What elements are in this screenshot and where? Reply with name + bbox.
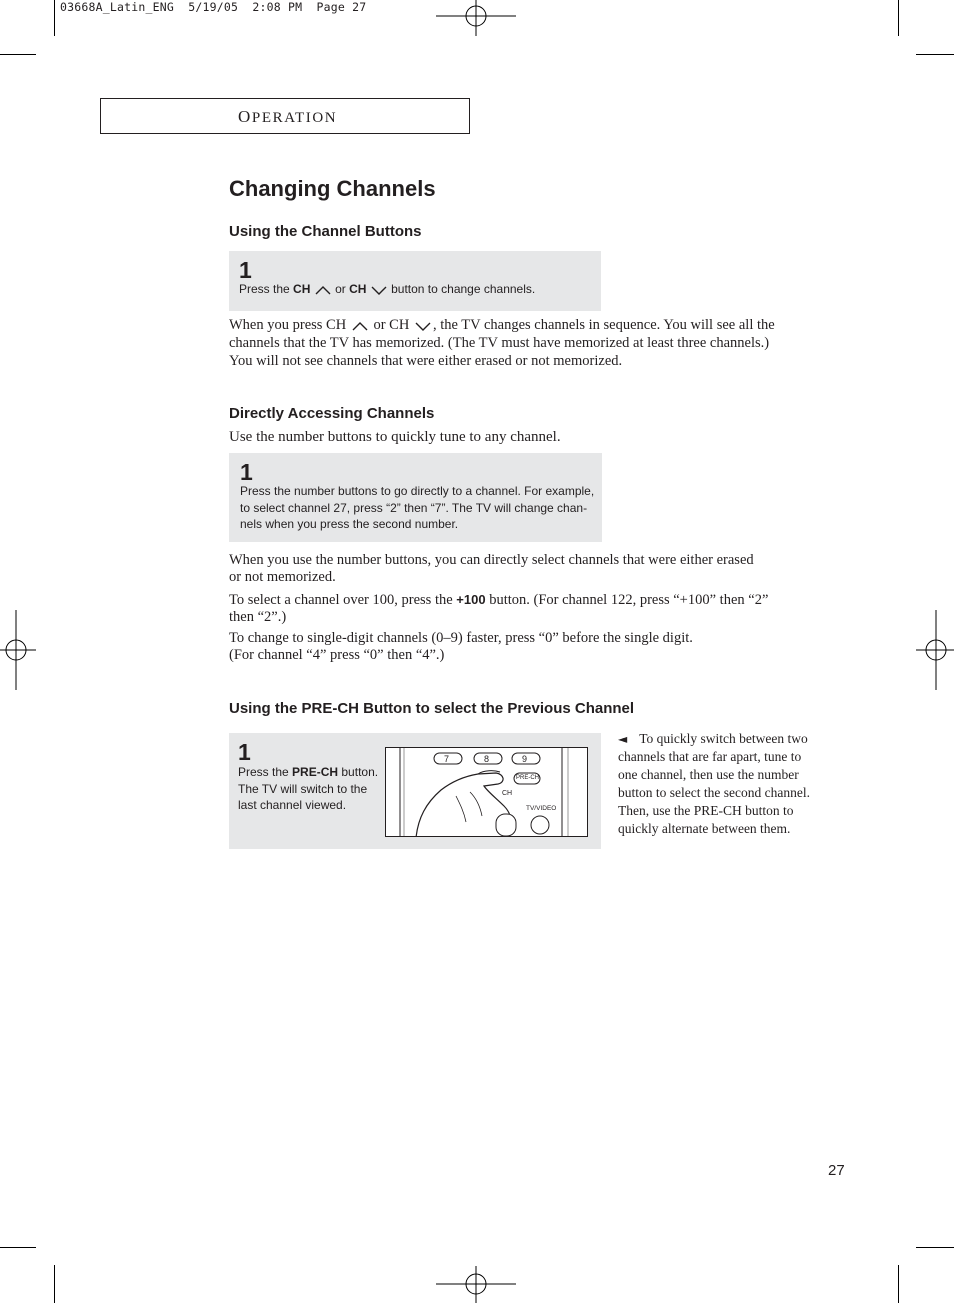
crop-mark — [0, 1247, 36, 1248]
crop-mark — [54, 0, 55, 36]
remote-key-9: 9 — [522, 754, 528, 764]
registration-mark — [0, 610, 36, 690]
crop-mark — [898, 0, 899, 36]
note-arrow-icon: ◄ — [618, 732, 628, 746]
step-instruction: Press the PRE-CH button. The TV will switch to the last channel viewed. — [238, 765, 379, 812]
step-number: 1 — [238, 739, 251, 765]
crop-mark — [916, 1247, 954, 1248]
step-instruction: Press the CH or CH button to change channels. — [239, 282, 536, 296]
crop-mark — [916, 54, 954, 55]
channel-up-icon — [350, 320, 370, 332]
intro-direct-access: Use the number buttons to quickly tune to any channel. — [229, 429, 561, 445]
remote-ch-label: CH — [502, 790, 513, 797]
step-number: 1 — [239, 257, 252, 283]
step-instruction: Press the number buttons to go directly to a channel. For example, to select channel 27, press “2” then “7”. The TV will change chan- nels when you press the second number. — [240, 484, 595, 531]
paragraph-single-digit: To change to single-digit channels (0–9) faster, press “0” before the single digit. (For channel “4” press “0” then “4”.) — [229, 630, 693, 663]
print-slug: 03668A_Latin_ENG 5/19/05 2:08 PM Page 27 — [60, 0, 367, 14]
paragraph-over-100: To select a channel over 100, press the +100 button. (For channel 122, press “+100” then “2” then “2”.) — [229, 592, 769, 625]
page-title: Changing Channels — [229, 176, 436, 201]
crop-mark — [898, 1265, 899, 1303]
heading-direct-access: Directly Accessing Channels — [229, 405, 435, 422]
paragraph-number-buttons: When you use the number buttons, you can directly select channels that were either erased or not memorized. — [229, 552, 754, 585]
step-number: 1 — [240, 459, 253, 485]
remote-tv-video-label: TV/VIDEO — [526, 805, 557, 812]
step-box-pre-ch — [229, 733, 601, 849]
paragraph-channel-sequence: When you press CH or CH , the TV changes channels in sequence. You will see all the channels that the TV has memorized. (The TV must have memorized at least three channels.) You will not see channels that were either erased or not memorized. — [229, 317, 775, 369]
step-box-direct-access — [229, 453, 602, 542]
registration-mark — [436, 0, 516, 36]
remote-illustration — [385, 747, 588, 837]
heading-channel-buttons: Using the Channel Buttons — [229, 223, 422, 240]
channel-up-icon — [314, 284, 332, 296]
remote-pre-ch-label: PRE-CH — [516, 775, 540, 781]
crop-mark — [54, 1265, 55, 1303]
crop-mark — [0, 54, 36, 55]
step-box-channel-buttons — [229, 251, 601, 311]
registration-mark — [436, 1266, 516, 1303]
section-label: OPERATION — [238, 107, 338, 126]
heading-pre-ch: Using the PRE-CH Button to select the Previous Channel — [229, 700, 635, 717]
page-number: 27 — [828, 1162, 845, 1179]
side-note: ◄ To quickly switch between two channels that are far apart, tune to one channel, then use the number button to select the second channel. Then, use the PRE-CH button to quickly alternate between them. — [618, 731, 810, 836]
remote-key-7: 7 — [444, 754, 450, 764]
registration-mark — [916, 610, 954, 690]
channel-down-icon — [413, 320, 433, 332]
channel-down-icon — [370, 284, 388, 296]
remote-key-8: 8 — [484, 754, 490, 764]
